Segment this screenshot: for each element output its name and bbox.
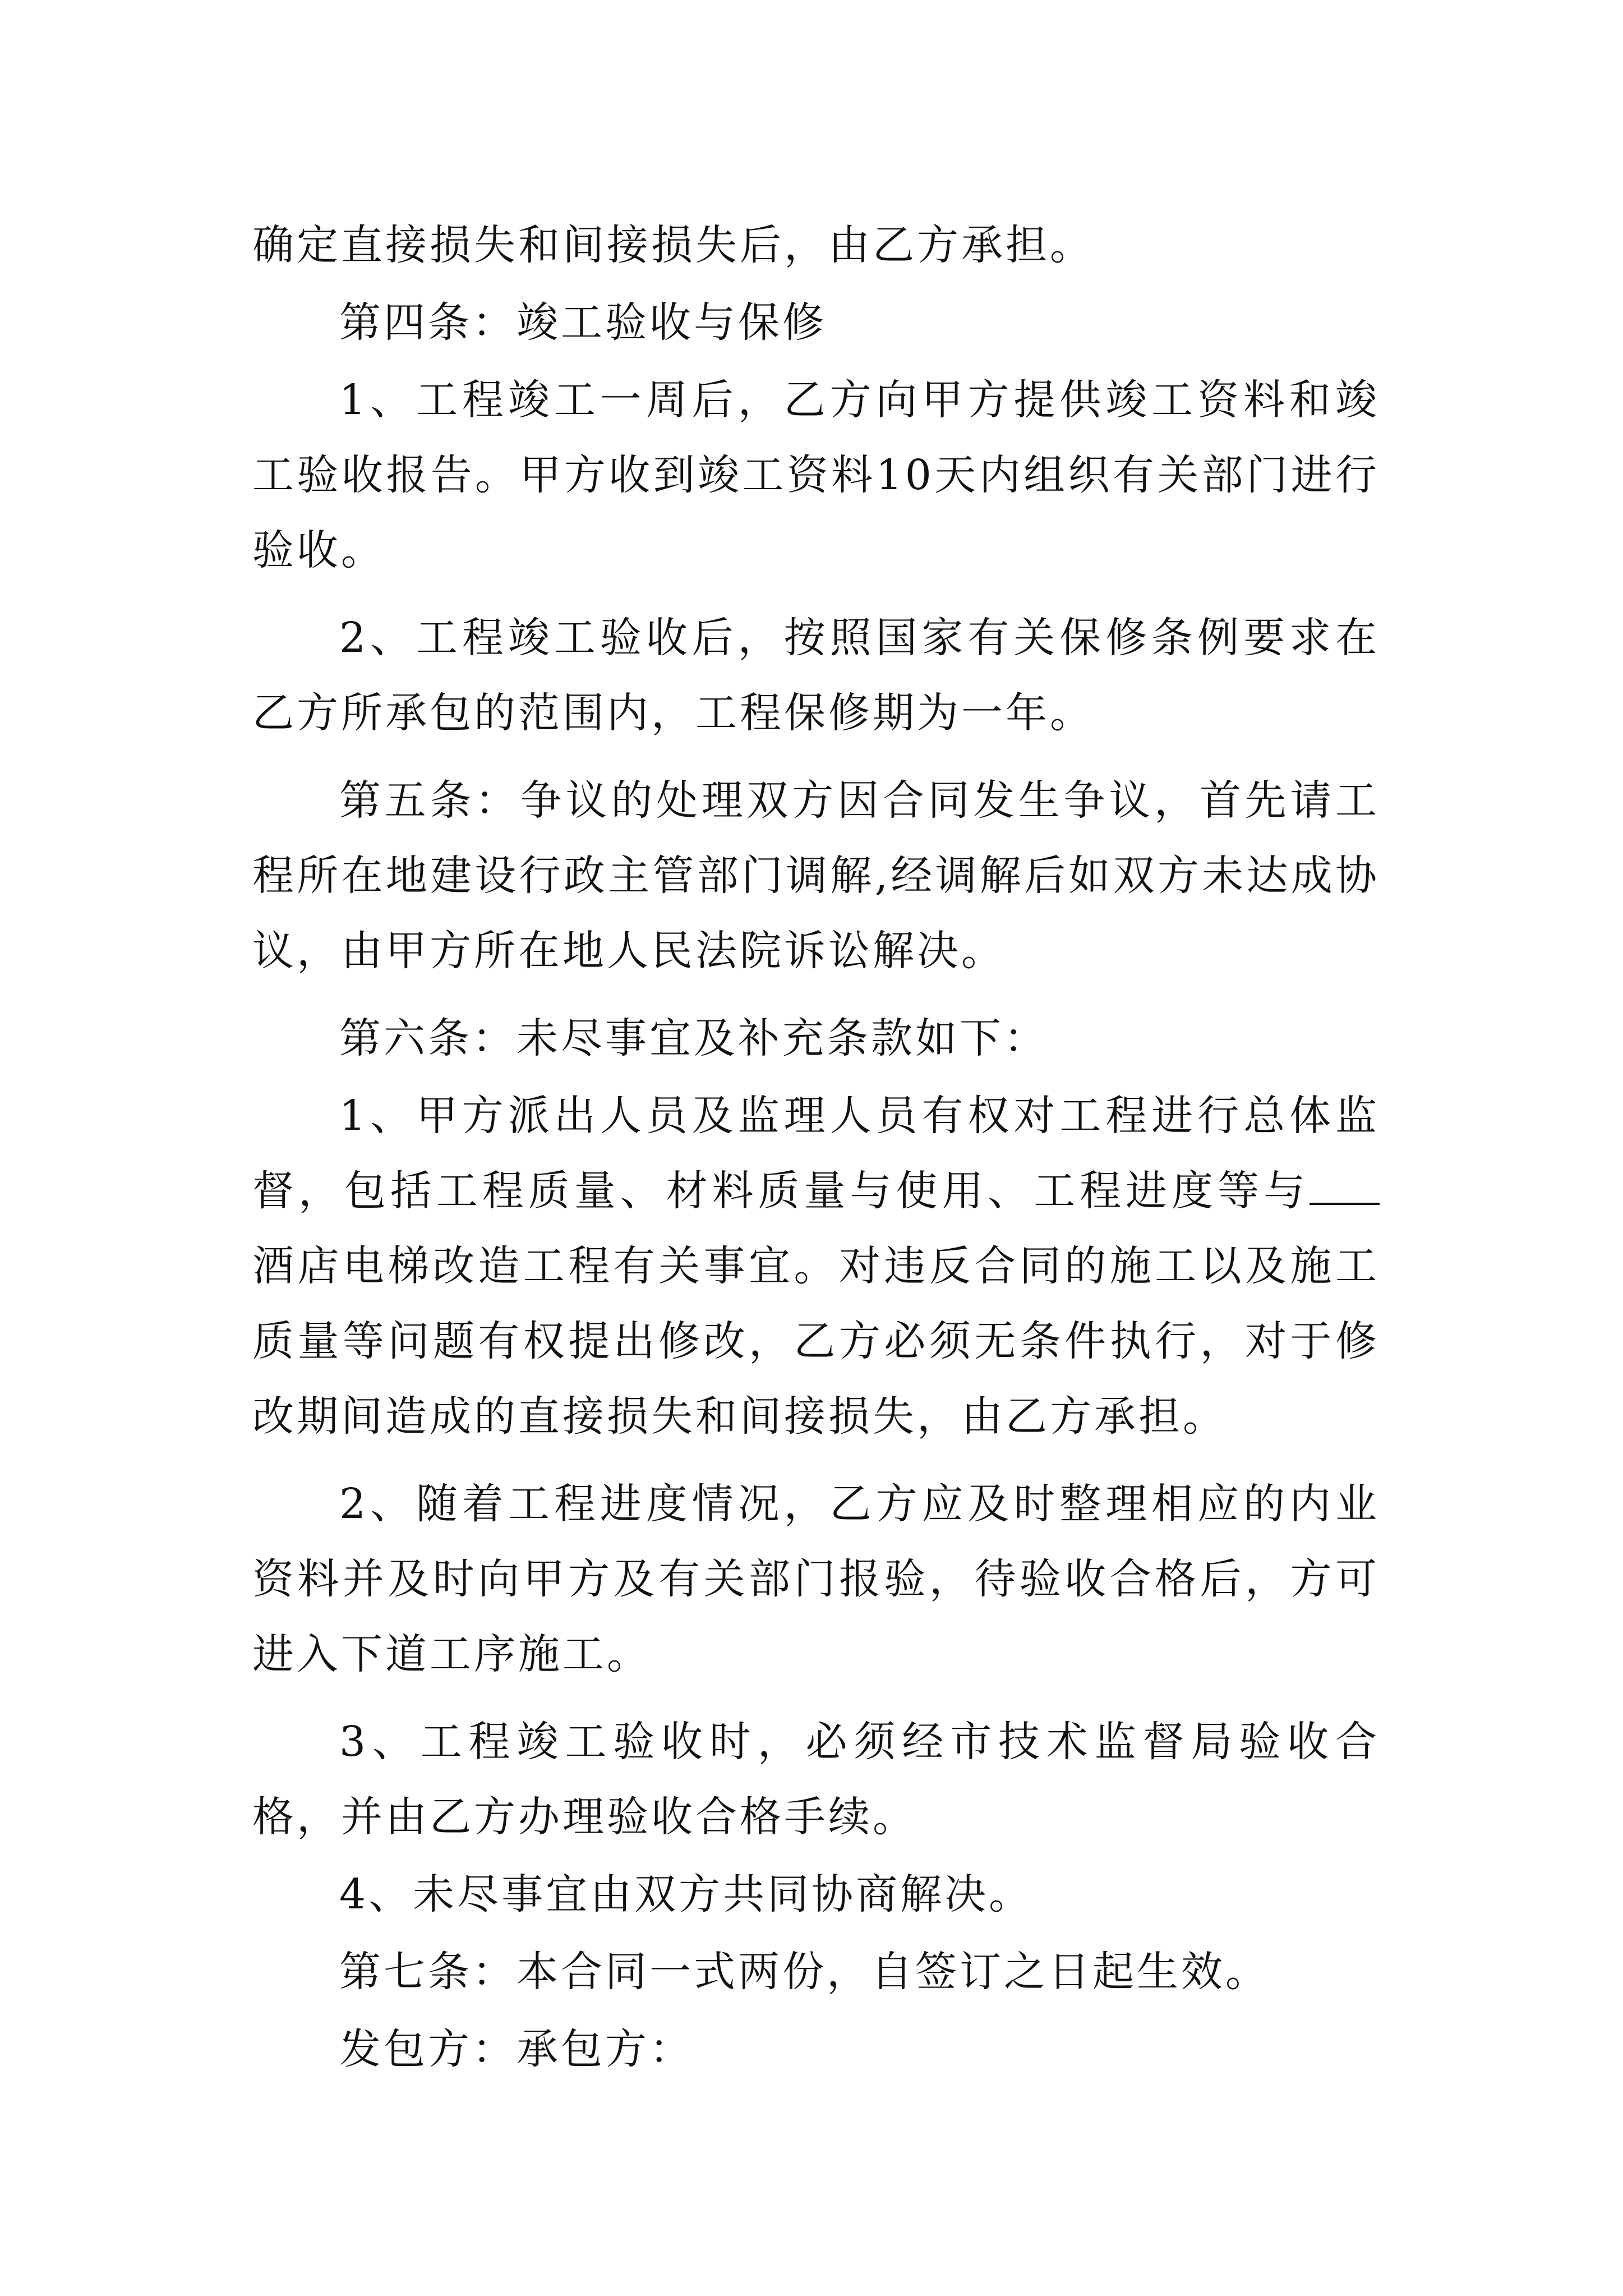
fill-in-blank bbox=[1310, 1169, 1380, 1205]
article-7: 第七条：本合同一式两份，自签订之日起生效。 bbox=[339, 1948, 1270, 1996]
article-4-clause-2: 2、工程竣工验收后，按照国家有关保修条例要求在乙方所承包的范围内，工程保修期为一年。 bbox=[252, 614, 1380, 737]
article-5-dispute: 第五条：争议的处理双方因合同发生争议，首先请工程所在地建设行政主管部门调解,经调解后如双方未达成协议，由甲方所在地人民法院诉讼解决。 bbox=[252, 776, 1380, 975]
article-6-heading: 第六条：未尽事宜及补充条款如下： bbox=[339, 1014, 1048, 1062]
article-6-clause-1-part-a: 1、甲方派出人员及监理人员有权对工程进行总体监督，包括工程质量、材料质量与使用、工程进度等与 bbox=[252, 1092, 1380, 1215]
document-body bbox=[252, 208, 1380, 2089]
paragraph-continuation: 确定直接损失和间接损失后，由乙方承担。 bbox=[252, 221, 1094, 269]
article-4-heading: 第四条：竣工验收与保修 bbox=[339, 298, 827, 347]
signature-parties: 发包方：承包方： bbox=[339, 2025, 694, 2073]
article-6-clause-3: 3、工程竣工验收时，必须经市技术监督局验收合格，并由乙方办理验收合格手续。 bbox=[252, 1718, 1380, 1841]
article-4-clause-1: 1、工程竣工一周后，乙方向甲方提供竣工资料和竣工验收报告。甲方收到竣工资料10天内组织有关部门进行验收。 bbox=[252, 376, 1380, 574]
article-6-clause-4: 4、未尽事宜由双方共同协商解决。 bbox=[339, 1870, 1034, 1918]
article-6-clause-1-part-b: 酒店电梯改造工程有关事宜。对违反合同的施工以及施工质量等问题有权提出修改，乙方必须无条件执行，对于修改期间造成的直接损失和间接损失，由乙方承担。 bbox=[252, 1242, 1380, 1441]
article-6-clause-2: 2、随着工程进度情况，乙方应及时整理相应的内业资料并及时向甲方及有关部门报验，待验收合格后，方可进入下道工序施工。 bbox=[252, 1480, 1380, 1678]
article-6-clause-1 bbox=[252, 1078, 1380, 1454]
